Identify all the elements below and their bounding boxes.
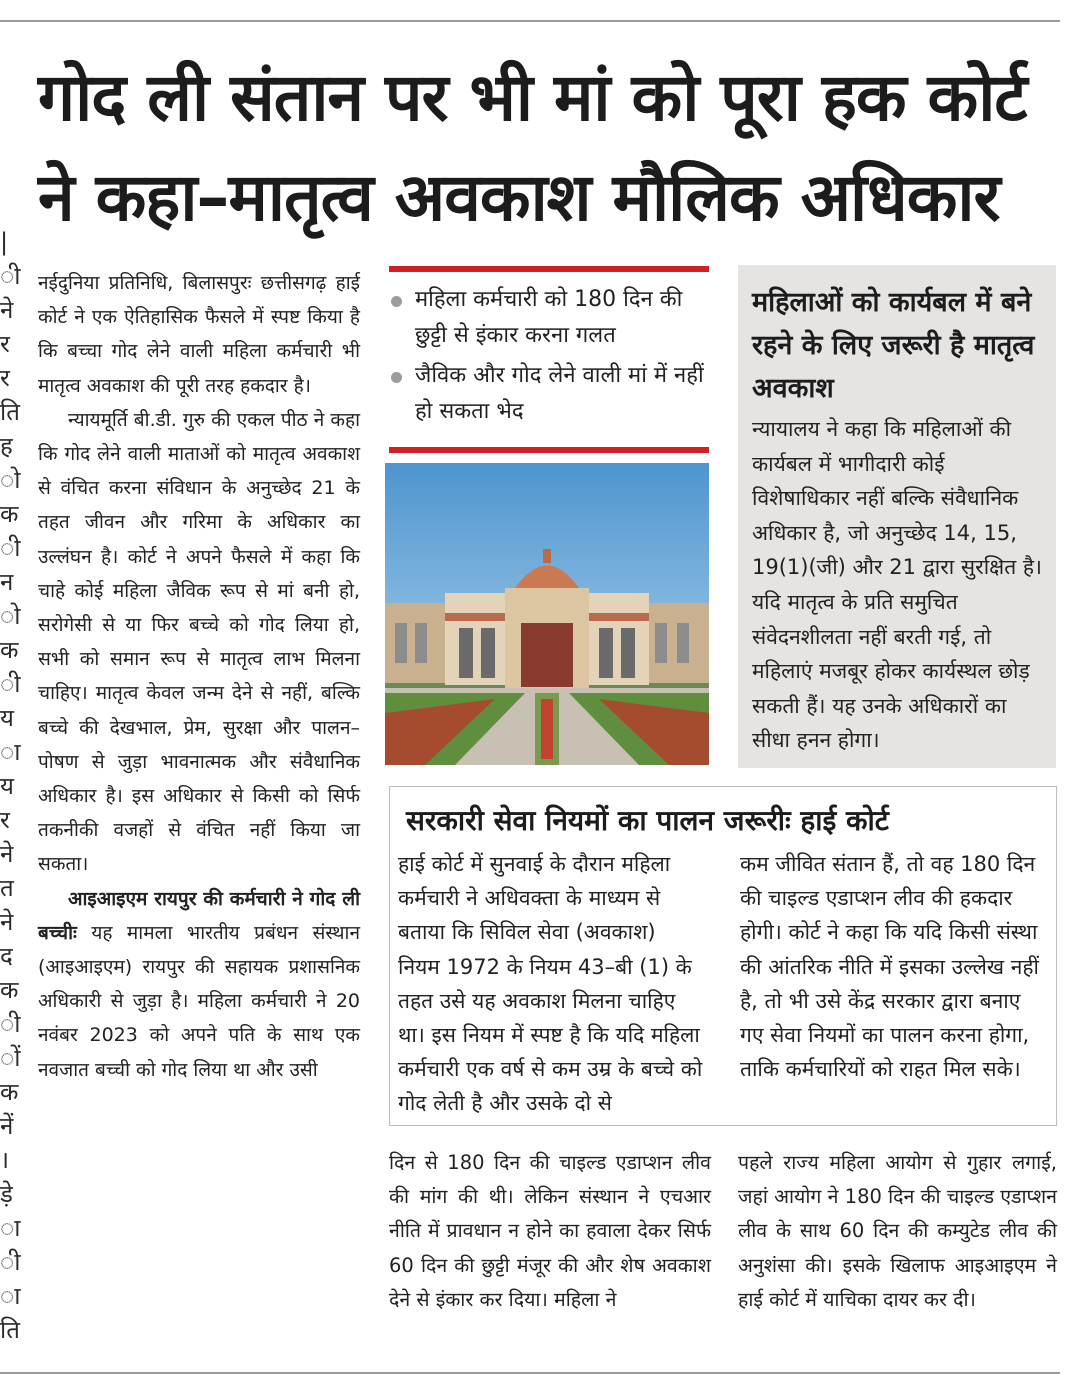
highlight-item: जैविक और गोद लेने वाली मां में नहीं हो सकता भेद bbox=[389, 358, 709, 430]
highlights-bottom-rule bbox=[389, 447, 709, 453]
body-column-2: दिन से 180 दिन की चाइल्ड एडाप्शन लीव की मांग की थी। लेकिन संस्थान ने एचआर नीति में प्रावधान न होने का हवाला देकर सिर्फ 60 दिन की छुट्टी मंजूर की और शेष अवकाश देने से इंकार कर दिया। महिला ने bbox=[389, 1151, 711, 1311]
box-title: सरकारी सेवा नियमों का पालन जरूरीः हाई कोर्ट bbox=[406, 804, 889, 837]
sidebar-box bbox=[738, 265, 1056, 768]
box-column-2: कम जीवित संतान हैं, तो वह 180 दिन की चाइल्ड एडाप्शन लीव की हकदार होगी। कोर्ट ने कहा कि यदि किसी संस्था की आंतरिक नीति में इसका उल्लेख नहीं है, तो भी उसे केंद्र सरकार द्वारा बनाए गए सेवा नियमों का पालन करना होगा, ताकि कर्मचारियों को राहत मिल सके। bbox=[740, 852, 1039, 1082]
subhead-paragraph bbox=[38, 882, 360, 1087]
sidebar-title: महिलाओं को कार्यबल में बने रहने के लिए जरूरी है मातृत्व अवकाश bbox=[752, 287, 1035, 404]
subhead: आइआइएम रायपुर की कर्मचारी ने गोद ली बच्चीः bbox=[38, 887, 360, 944]
top-rule bbox=[0, 20, 1060, 22]
subhead-text: यह मामला भारतीय प्रबंधन संस्थान (आइआइएम) रायपुर की सहायक प्रशासनिक अधिकारी से जुड़ा है। महिला कर्मचारी ने 20 नवंबर 2023 को अपने पति के साथ एक नवजात बच्ची को गोद लिया था और उसी bbox=[38, 921, 360, 1081]
highlights-top-rule bbox=[389, 266, 709, 272]
bullet-icon bbox=[391, 372, 402, 383]
adjacent-column-fragment: | ी ने र र ति ह ो क ी न ो क ी य ा य र ने त ने द क ी ों क नें । ड़े ा ी ा ति bbox=[0, 228, 21, 1344]
court-building-image bbox=[385, 463, 709, 765]
highlight-item: महिला कर्मचारी को 180 दिन की छुट्टी से इंकार करना गलत bbox=[389, 282, 709, 354]
body-column-3: पहले राज्य महिला आयोग से गुहार लगाई, जहां आयोग ने 180 दिन की चाइल्ड एडाप्शन लीव के साथ 60 दिन की कम्युटेड लीव की अनुशंसा की। इसके खिलाफ आइआइएम ने हाई कोर्ट में याचिका दायर कर दी। bbox=[738, 1151, 1057, 1311]
body-column-1 bbox=[38, 266, 360, 1087]
highlights-list bbox=[389, 282, 709, 434]
boxed-story bbox=[389, 786, 1057, 1126]
lead-paragraph: नईदुनिया प्रतिनिधि, बिलासपुरः छत्तीसगढ़ हाई कोर्ट ने एक ऐतिहासिक फैसले में स्पष्ट किया है कि बच्चा गोद लेने वाली महिला कर्मचारी भी मातृत्व अवकाश की पूरी तरह हकदार है। bbox=[38, 272, 360, 397]
sidebar-text: न्यायालय ने कहा कि महिलाओं की कार्यबल में भागीदारी कोई विशेषाधिकार नहीं बल्कि संवैधानिक अधिकार है, जो अनुच्छेद 14, 15, 19(1)(जी) और 21 द्वारा सुरक्षित है। यदि मातृत्व के प्रति समुचित संवेदनशीलता नहीं बरती गई, तो महिलाएं मजबूर होकर कार्यस्थल छोड़ सकती हैं। यह उनके अधिकारों का सीधा हनन होगा। bbox=[752, 417, 1042, 753]
high-court-photo bbox=[385, 463, 709, 765]
body-paragraph: न्यायमूर्ति बी.डी. गुरु की एकल पीठ ने कहा कि गोद लेने वाली माताओं को मातृत्व अवकाश से वंचित करना संविधान के अनुच्छेद 21 के तहत जीवन और गरिमा के अधिकार का उल्लंघन है। कोर्ट ने अपने फैसले में कहा कि चाहे कोई महिला जैविक रूप से मां बनी हो, सरोगेसी से या फिर बच्चे को गोद लिया हो, सभी को समान रूप से मातृत्व लाभ मिलना चाहिए। मातृत्व केवल जन्म देने से नहीं, बल्कि बच्चे की देखभाल, प्रेम, सुरक्षा और पालन–पोषण से जुड़ा भावनात्मक और संवैधानिक अधिकार है। इस अधिकार से किसी को सिर्फ तकनीकी वजहों से वंचित नहीं किया जा सकता। bbox=[38, 408, 360, 876]
headline: गोद ली संतान पर भी मां को पूरा हक कोर्ट ने कहा–मातृत्व अवकाश मौलिक अधिकार bbox=[38, 59, 1027, 236]
bullet-icon bbox=[391, 296, 402, 307]
bottom-rule bbox=[0, 1372, 1060, 1374]
box-column-1: हाई कोर्ट में सुनवाई के दौरान महिला कर्मचारी ने अधिवक्ता के माध्यम से बताया कि सिविल सेवा (अवकाश) नियम 1972 के नियम 43–बी (1) के तहत उसे यह अवकाश मिलना चाहिए था। इस नियम में स्पष्ट है कि यदि महिला कर्मचारी एक वर्ष से कम उम्र के बच्चे को गोद लेती है और उसके दो से bbox=[398, 852, 703, 1116]
